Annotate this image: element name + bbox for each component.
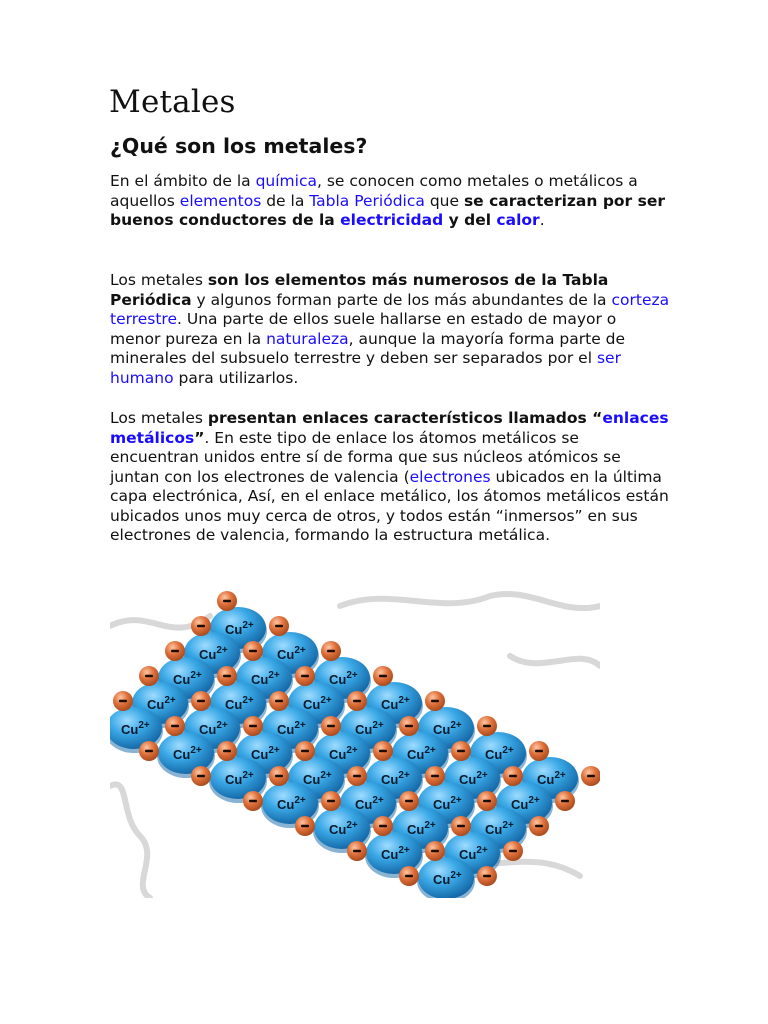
electron-minus-sign [223,675,231,678]
electron-minus-sign [405,725,413,728]
cu-ion-label: $Cu^{2+}$ [459,770,488,787]
cu-ion-label: $Cu^{2+}$ [225,770,254,787]
electron [321,641,341,661]
electron-minus-sign [301,750,309,753]
electron [217,666,237,686]
cu-ion-label: $Cu^{2+}$ [407,820,436,837]
electron-minus-sign [431,850,439,853]
cu-ion-label: $Cu^{2+}$ [329,670,358,687]
cu-ion-label: $Cu^{2+}$ [199,645,228,662]
background-line [510,656,600,666]
electron-minus-sign [197,775,205,778]
electron [529,741,549,761]
cu-ion-charge: 2+ [424,820,436,831]
cu-ion-label: $Cu^{2+}$ [433,795,462,812]
electron [321,716,341,736]
electron-minus-sign [353,850,361,853]
electron [347,691,367,711]
electron-minus-sign [171,725,179,728]
electron [555,791,575,811]
text-run: presentan enlaces característicos llamados “ [207,409,603,427]
cu-ion-label: $Cu^{2+}$ [225,620,254,637]
text-run: . [539,211,545,229]
electron [399,716,419,736]
cu-ion-charge: 2+ [450,870,462,881]
electron-minus-sign [223,750,231,753]
cu-ion-label: $Cu^{2+}$ [537,770,566,787]
text-run: y algunos forman parte de los más abundantes de la [191,290,612,309]
electron-minus-sign [431,700,439,703]
cu-ion-charge: 2+ [268,670,280,681]
electron-minus-sign [483,800,491,803]
cu-ion-charge: 2+ [242,695,254,706]
electron [347,766,367,786]
electron-minus-sign [197,625,205,628]
electron [425,766,445,786]
cu-ion-charge: 2+ [190,670,202,681]
cu-ion-label: $Cu^{2+}$ [121,720,150,737]
text-run: para utilizarlos. [173,368,299,387]
cu-ion-label: $Cu^{2+}$ [147,695,176,712]
paragraph-abundance [110,271,670,388]
cu-ion-label: $Cu^{2+}$ [485,745,514,762]
cu-ion-label: $Cu^{2+}$ [251,745,280,762]
electron [295,741,315,761]
electron [191,616,211,636]
cu-ion-label: $Cu^{2+}$ [303,770,332,787]
section-heading: ¿Qué son los metales? [110,134,368,158]
cu-ion-charge: 2+ [346,820,358,831]
background-line [340,594,600,608]
cu-ion-label: $Cu^{2+}$ [225,695,254,712]
link-enlaces-metalicos[interactable]: enlaces metálicos [110,409,669,447]
electron [191,691,211,711]
text-run: , aunque la mayoría forma parte de minerales del subsuelo terrestre y deben ser separados por el [110,329,626,367]
electron-minus-sign [405,875,413,878]
electron [165,716,185,736]
electron [503,766,523,786]
cu-ion-label: $Cu^{2+}$ [329,745,358,762]
electron-minus-sign [327,650,335,653]
cu-ion-label: $Cu^{2+}$ [407,745,436,762]
cu-ion-charge: 2+ [320,770,332,781]
electron-minus-sign [223,600,231,603]
cu-ion-charge: 2+ [398,695,410,706]
electron-minus-sign [379,750,387,753]
electron-minus-sign [483,725,491,728]
cu-ion-label: $Cu^{2+}$ [381,695,410,712]
text-run: y del [443,211,497,229]
electron-minus-sign [197,700,205,703]
cu-ion-label: $Cu^{2+}$ [277,720,306,737]
cu-ion-charge: 2+ [242,770,254,781]
cu-ion-label: $Cu^{2+}$ [277,795,306,812]
electron [269,616,289,636]
cu-ion-label: $Cu^{2+}$ [251,670,280,687]
cu-ion-charge: 2+ [268,745,280,756]
electron-minus-sign [483,875,491,878]
electron-minus-sign [353,775,361,778]
cu-ion-charge: 2+ [398,845,410,856]
cu-ion-label: $Cu^{2+}$ [303,695,332,712]
electron-minus-sign [379,825,387,828]
cu-ion-label: $Cu^{2+}$ [433,870,462,887]
cu-ion-charge: 2+ [320,695,332,706]
electron-minus-sign [145,675,153,678]
cu-ion-charge: 2+ [372,795,384,806]
electron-minus-sign [119,700,127,703]
cu-ion-label: $Cu^{2+}$ [511,795,540,812]
electron-minus-sign [587,775,595,778]
electron [295,816,315,836]
cu-ion-charge: 2+ [294,795,306,806]
electron-minus-sign [301,675,309,678]
cu-ion-label: $Cu^{2+}$ [329,820,358,837]
electron-minus-sign [431,775,439,778]
cu-ion-label: $Cu^{2+}$ [277,645,306,662]
electron [477,716,497,736]
electron-minus-sign [535,825,543,828]
electron [269,691,289,711]
background-line [110,784,150,898]
cu-ion-charge: 2+ [216,720,228,731]
text-run: . En este tipo de enlace los átomos metálicos se encuentran unidos entre sí de forma que sus núcleos atómicos se juntan con los electrones de valencia ( [110,428,621,486]
cu-ion-label: $Cu^{2+}$ [199,720,228,737]
cu-ion-charge: 2+ [294,645,306,656]
cu-ion-label: $Cu^{2+}$ [355,720,384,737]
electron-minus-sign [249,800,257,803]
electron [425,841,445,861]
electron-minus-sign [301,825,309,828]
text-run: Los metales [110,409,208,427]
text-run: , se conocen como metales o metálicos a aquellos [110,172,638,210]
electron-minus-sign [327,800,335,803]
electron [269,766,289,786]
electron [139,666,159,686]
electron-minus-sign [535,750,543,753]
cu-ion-charge: 2+ [450,795,462,806]
cu-ion-charge: 2+ [372,720,384,731]
electron [477,791,497,811]
cu-ion-label: $Cu^{2+}$ [173,670,202,687]
electron [295,666,315,686]
cu-ion-charge: 2+ [216,645,228,656]
electron [217,591,237,611]
electron [373,816,393,836]
electron [373,666,393,686]
electron [425,691,445,711]
link-elementos[interactable]: elementos [179,191,262,210]
electron [399,791,419,811]
electron [347,841,367,861]
electron [451,741,471,761]
cu-ion-charge: 2+ [502,745,514,756]
paragraph-definition [110,172,670,231]
electron-minus-sign [249,725,257,728]
electron [373,741,393,761]
electron [217,741,237,761]
electron [165,641,185,661]
text-run: Los metales [110,271,208,289]
cu-ion-charge: 2+ [450,720,462,731]
cu-ion-label: $Cu^{2+}$ [355,795,384,812]
text-run: se caracterizan por ser buenos conductores de la [110,191,665,229]
electron-minus-sign [457,825,465,828]
copper-lattice-illustration [110,586,600,898]
link-quimica[interactable]: química [255,172,317,190]
cu-ion-charge: 2+ [528,795,540,806]
electron-minus-sign [275,625,283,628]
cu-ion-charge: 2+ [164,695,176,706]
electron [139,741,159,761]
electron [477,866,497,886]
cu-ion-charge: 2+ [242,620,254,631]
text-run: de la [261,191,310,210]
electron-minus-sign [457,750,465,753]
link-corteza-terrestre[interactable]: corteza terrestre [110,290,670,328]
text-run: ” [194,428,205,447]
cu-ion-charge: 2+ [476,845,488,856]
cu-ion-label: $Cu^{2+}$ [381,770,410,787]
link-ser-humano[interactable]: ser humano [110,349,621,387]
metallic-bond-figure [110,586,600,898]
cu-ion-charge: 2+ [554,770,566,781]
cu-ion-label: $Cu^{2+}$ [433,720,462,737]
bold-text: son los elementos más numerosos de la Tabla Periódica [110,271,609,309]
cu-ion-charge: 2+ [476,770,488,781]
electron-minus-sign [379,675,387,678]
electron-minus-sign [249,650,257,653]
cu-ion-charge: 2+ [138,720,150,731]
electron-minus-sign [353,700,361,703]
cu-ion-charge: 2+ [190,745,202,756]
electron-minus-sign [561,800,569,803]
cu-ion-label: $Cu^{2+}$ [459,845,488,862]
cu-ion-charge: 2+ [502,820,514,831]
electron [243,641,263,661]
electron-minus-sign [171,650,179,653]
electron [113,691,133,711]
electron-minus-sign [275,700,283,703]
electron-minus-sign [145,750,153,753]
electron [243,716,263,736]
link-tabla-periodica[interactable]: Tabla Periódica [309,191,425,210]
electron [243,791,263,811]
paragraph-metallic-bond [110,409,670,546]
electron [503,841,523,861]
cu-ion-label: $Cu^{2+}$ [173,745,202,762]
link-naturaleza[interactable]: naturaleza [266,329,349,348]
electron-minus-sign [327,725,335,728]
cu-ion-label: $Cu^{2+}$ [381,845,410,862]
cu-ion-charge: 2+ [346,670,358,681]
cu-ion-charge: 2+ [424,745,436,756]
cu-ion-charge: 2+ [294,720,306,731]
electron [321,791,341,811]
text-run: . Una parte de ellos suele hallarse en estado de mayor o menor pureza en la [110,310,617,348]
link-electricidad[interactable]: electricidad [340,211,444,229]
link-electrones[interactable]: electrones [409,467,491,486]
text-run: ubicados en la última capa electrónica, Así, en el enlace metálico, los átomos metálicos están ubicados unos muy cerca de otros, y todos están “inmersos” en sus electrones de valencia, formando la estructura metálica. [110,467,669,544]
electron [451,816,471,836]
text-run: En el ámbito de la [110,172,256,190]
electron-minus-sign [509,850,517,853]
electron-minus-sign [275,775,283,778]
electron [581,766,600,786]
cu-ion-charge: 2+ [398,770,410,781]
electron [191,766,211,786]
link-calor[interactable]: calor [496,211,540,229]
text-run: que [424,191,464,210]
page-title: Metales [109,84,236,120]
cu-ion-label: $Cu^{2+}$ [485,820,514,837]
electron-minus-sign [405,800,413,803]
electron [529,816,549,836]
cu-ion-charge: 2+ [346,745,358,756]
electron-minus-sign [509,775,517,778]
electron [399,866,419,886]
